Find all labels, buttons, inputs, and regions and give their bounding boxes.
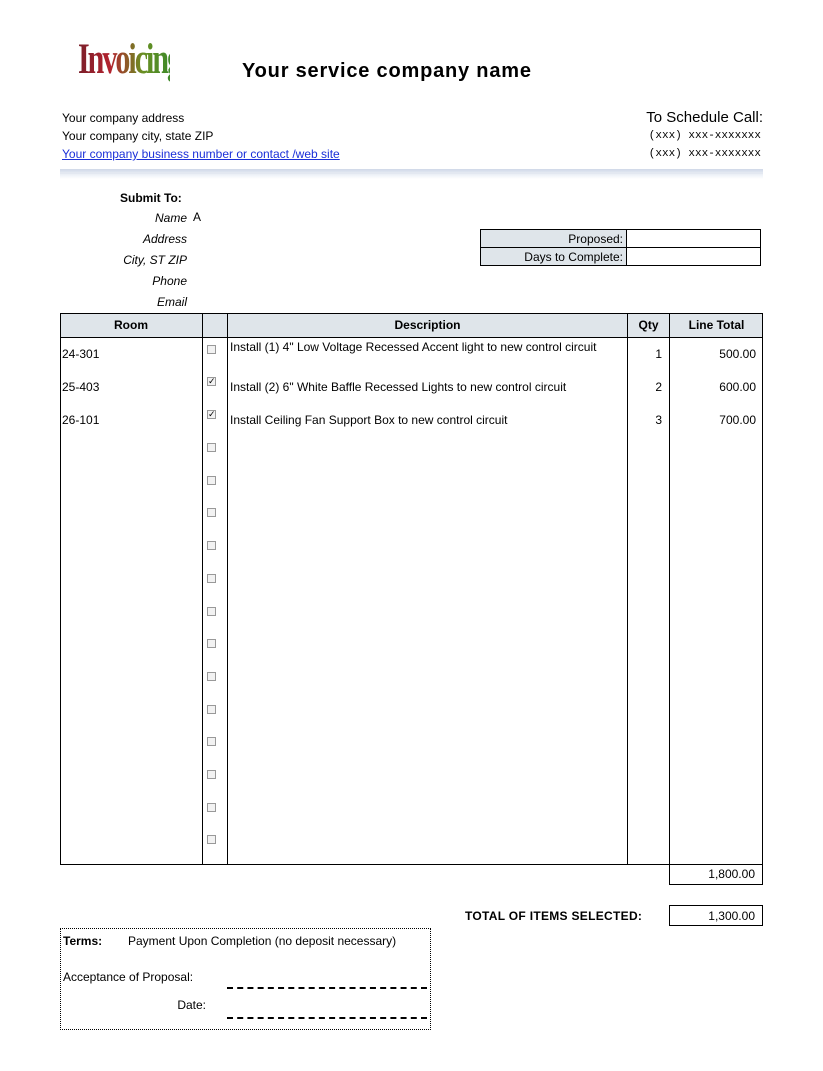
column-divider xyxy=(669,313,670,865)
schedule-phone-2: (xxx) xxx-xxxxxxx xyxy=(648,148,761,160)
row-select-checkbox[interactable] xyxy=(207,476,216,485)
row-select-checkbox[interactable] xyxy=(207,607,216,616)
column-header-room: Room xyxy=(114,318,148,332)
subtotal-value: 1,800.00 xyxy=(669,865,763,885)
date-label: Date: xyxy=(177,998,206,1012)
row-line-total: 700.00 xyxy=(719,413,756,427)
total-selected-label: TOTAL OF ITEMS SELECTED: xyxy=(465,909,643,923)
row-qty: 1 xyxy=(655,347,662,361)
city-state-zip-label: City, ST ZIP xyxy=(123,253,187,267)
column-divider xyxy=(627,313,628,865)
row-select-checkbox[interactable]: ✓ xyxy=(208,376,216,386)
date-signature-line[interactable] xyxy=(227,1017,427,1019)
column-header-description: Description xyxy=(394,318,461,332)
email-label: Email xyxy=(156,295,187,309)
days-to-complete-value[interactable] xyxy=(627,248,761,266)
row-room: 25-403 xyxy=(62,380,100,394)
row-select-checkbox[interactable] xyxy=(207,508,216,517)
row-room: 26-101 xyxy=(62,413,100,427)
schedule-phone-1: (xxx) xxx-xxxxxxx xyxy=(648,130,761,142)
address-label: Address xyxy=(142,232,187,246)
row-select-checkbox[interactable] xyxy=(207,574,216,583)
row-qty: 2 xyxy=(655,380,662,394)
row-select-checkbox[interactable] xyxy=(207,705,216,714)
column-divider xyxy=(227,313,228,865)
company-logo: InvoicingForm xyxy=(78,38,170,119)
column-header-qty: Qty xyxy=(638,318,659,332)
row-description: Install Ceiling Fan Support Box to new control circuit xyxy=(230,413,508,427)
row-line-total: 600.00 xyxy=(719,380,756,394)
phone-label: Phone xyxy=(152,274,187,288)
header-divider xyxy=(60,169,763,179)
column-header-line-total: Line Total xyxy=(688,318,745,332)
column-divider xyxy=(202,313,203,865)
row-select-checkbox[interactable] xyxy=(207,443,216,452)
row-select-checkbox[interactable] xyxy=(207,541,216,550)
company-website-link[interactable]: Your company business number or contact /web site xyxy=(62,147,340,161)
row-line-total: 500.00 xyxy=(719,347,756,361)
row-select-checkbox[interactable] xyxy=(207,737,216,746)
company-address: Your company address xyxy=(62,111,185,125)
company-name: Your service company name xyxy=(242,60,532,82)
acceptance-label: Acceptance of Proposal: xyxy=(63,970,194,984)
schedule-call-title: To Schedule Call: xyxy=(646,109,763,126)
company-website-link-wrap xyxy=(62,145,340,163)
company-city-state-zip: Your company city, state ZIP xyxy=(62,129,214,143)
row-select-checkbox[interactable] xyxy=(207,345,216,354)
header-divider-line xyxy=(60,172,763,174)
name-label: Name xyxy=(154,211,187,225)
name-value[interactable]: A xyxy=(193,210,202,224)
row-select-checkbox[interactable] xyxy=(207,770,216,779)
submit-to-title: Submit To: xyxy=(120,191,182,205)
proposed-value[interactable] xyxy=(627,230,761,248)
row-description: Install (2) 6" White Baffle Recessed Lights to new control circuit xyxy=(230,380,567,394)
terms-text: Payment Upon Completion (no deposit necessary) xyxy=(128,934,397,948)
days-to-complete-label: Days to Complete: xyxy=(481,248,627,266)
row-select-checkbox[interactable] xyxy=(207,672,216,681)
row-select-checkbox[interactable]: ✓ xyxy=(208,409,216,419)
row-select-checkbox[interactable] xyxy=(207,803,216,812)
acceptance-signature-line[interactable] xyxy=(227,987,427,989)
row-room: 24-301 xyxy=(62,347,100,361)
total-selected-value: 1,300.00 xyxy=(669,905,763,926)
row-qty: 3 xyxy=(655,413,662,427)
row-select-checkbox[interactable] xyxy=(207,639,216,648)
row-description: Install (1) 4" Low Voltage Recessed Accent light to new control circuit xyxy=(230,340,597,354)
items-table xyxy=(60,313,763,865)
row-select-checkbox[interactable] xyxy=(207,835,216,844)
terms-label: Terms: xyxy=(63,934,103,948)
proposed-label: Proposed: xyxy=(481,230,627,248)
proposal-info-table xyxy=(480,229,761,266)
